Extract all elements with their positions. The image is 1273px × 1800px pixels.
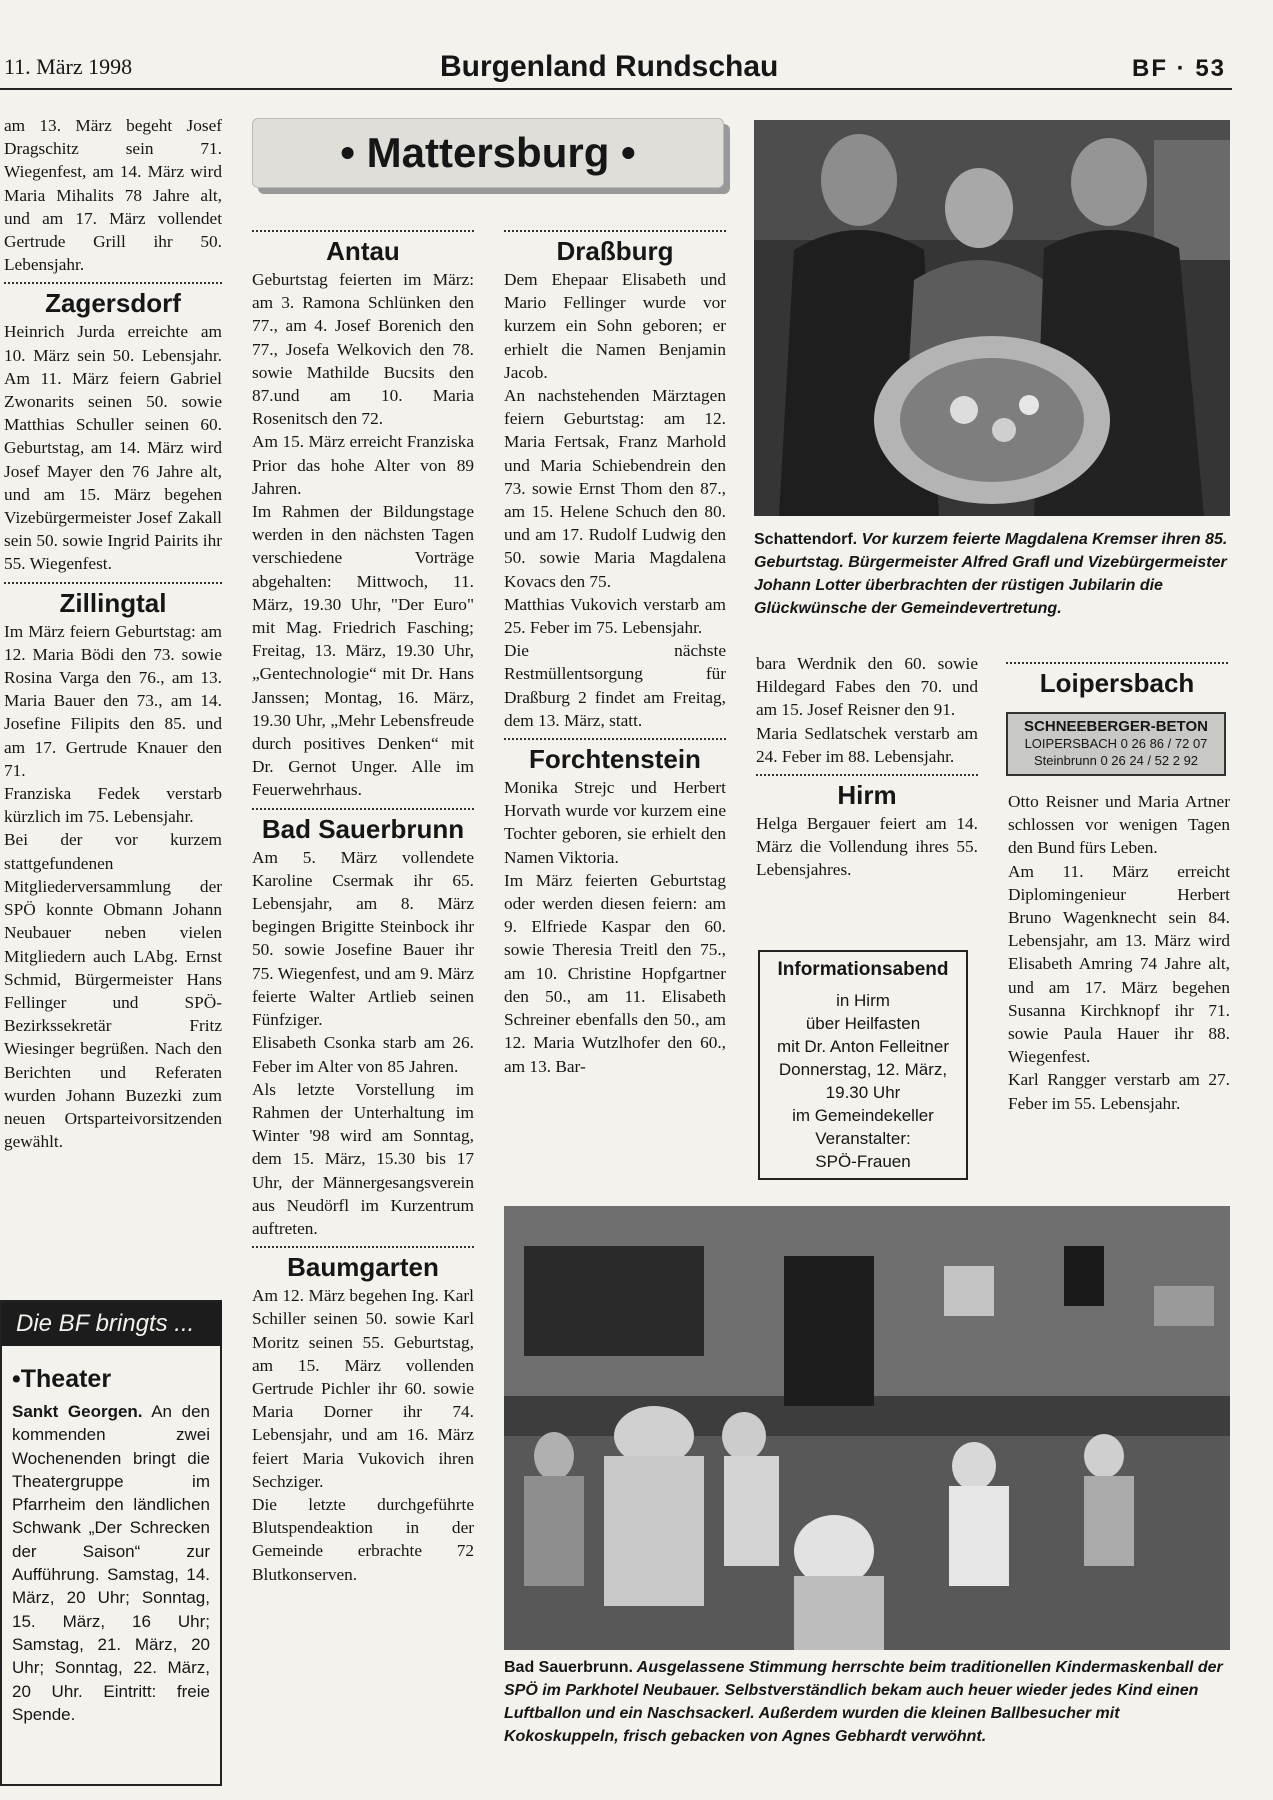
article-bad-sauerbrunn-obituary: Elisabeth Csonka starb am 26. Feber im Alter von 85 Jahren. (252, 1033, 474, 1076)
divider (756, 774, 978, 776)
photo-kindermaskenball (504, 1206, 1230, 1650)
article-forchtenstein: Monika Strejc und Herbert Horvath wurde vor kurzem eine Tochter geboren, sie erhielt den Namen Viktoria. (504, 778, 726, 867)
caption-lead: Schattendorf. (754, 531, 858, 548)
article-loipersbach: Otto Reisner und Maria Artner schlossen vor wenigen Tagen den Bund fürs Leben. (1008, 792, 1230, 858)
heading-theater: •Theater (12, 1365, 112, 1393)
article-zagersdorf: Heinrich Jurda erreichte am 10. März sein 50. Lebensjahr. Am 11. März feiern Gabriel Zwonarits seinen 50. sowie Matthias Schuller seinen 60. Geburtstag, am 14. März wird Josef Mayer den 76 Jahre alt, und am 15. März begehen Vizebürgermeister Josef Zakall sein 50. sowie Ingrid Pairits ihr 55. Wiegenfest. (4, 322, 222, 574)
article-antau: Geburtstag feierten im März: am 3. Ramona Schlünken den 77., am 4. Josef Borenich den 77., Josefa Welkovich den 78. sowie Mathilde Bucsits den 87.und am 10. Maria Rosenitsch den 72. (252, 270, 474, 429)
header-rule (0, 88, 1232, 90)
info-line: 19.30 Uhr (825, 1083, 901, 1102)
article-loipersbach-birthdays: Am 11. März erreicht Diplomingenieur Herbert Bruno Wagenknecht sein 84. Lebensjahr, am 13. März wird Elisabeth Amring 74 Jahre alt, und am 17. März begehen Susanna Kirchknopf ihr 71. sowie Paula Hauer ihr 88. Wiegenfest. (1008, 861, 1230, 1067)
article-drassburg-obituary: Matthias Vukovich verstarb am 25. Feber im 75. Lebensjahr. (504, 594, 726, 638)
article-drassburg-birthdays: An nachstehenden Märztagen feiern Geburtstag: am 12. Maria Fertsak, Franz Marhold und Maria Schiebendrein den 73. sowie Ernst Thom den 87., am 15. Helene Schuch den 80. und am 17. Rudolf Ludwig den 50. sowie Maria Magdalena Kovacs den 75. (504, 386, 726, 591)
article-antau-bildungstage: Im Rahmen der Bildungstage werden in den nächsten Tagen verschiedene Vorträge abgehalten: Mittwoch, 11. März, 19.30 Uhr, "Der Euro" mit Mag. Friedrich Fasching; Freitag, 13. März, 19.30 Uhr, „Gentechnologie“ mit Dr. Hans Janssen; Montag, 16. März, 19.30 Uhr, „Mehr Lebensfreude durch positives Denken“ mit Dr. Gernot Unger. Alle im Feuerwehrhaus. (252, 502, 474, 800)
article-forchtenstein-cont: bara Werdnik den 60. sowie Hildegard Fabes den 70. und am 15. Josef Reisner den 91. (756, 654, 978, 720)
article-loipersbach-obituary: Karl Rangger verstarb am 27. Feber im 55. Lebensjahr. (1008, 1070, 1230, 1113)
heading-bad-sauerbrunn: Bad Sauerbrunn (261, 813, 465, 844)
divider (4, 282, 222, 284)
info-line: Donnerstag, 12. März, (778, 1060, 948, 1079)
info-box-title: Informationsabend (777, 959, 949, 980)
theater-lead: Sankt Georgen. (12, 1402, 143, 1421)
info-line: mit Dr. Anton Felleitner (777, 1037, 949, 1056)
column-3 (504, 224, 726, 1078)
column-2 (252, 224, 474, 1586)
article-forchtenstein-birthdays: Im März feierten Geburtstag oder werden diesen feiern: am 9. Elfriede Kaspar den 60. sowie Theresia Treitl den 75., am 10. Christine Hopfgartner den 50., am 11. Elisabeth Schreiner ebenfalls den 50., am 12. Maria Wutzlhofer den 60., am 13. Bar- (504, 870, 726, 1076)
photo-kindermaskenball-image (504, 1206, 1230, 1650)
info-line: in Hirm (836, 991, 890, 1010)
article-antau-prior: Am 15. März erreicht Franziska Prior das hohe Alter von 89 Jahren. (252, 432, 474, 498)
article-zillingtal-obituary: Franziska Fedek verstarb kürzlich im 75. Lebensjahr. (4, 784, 222, 827)
article-baumgarten-blood: Die letzte durchgeführte Blutspendeaktion in der Gemeinde erbrachte 72 Blutkonserven. (252, 1494, 474, 1584)
heading-forchtenstein: Forchtenstein (529, 744, 701, 775)
caption-text: Vor kurzem feierte Magdalena Kremser ihren 85. Geburtstag. Bürgermeister Alfred Grafl und Vizebürgermeister Johann Lotter überbrachten der rüstigen Jubilarin die Glückwünsche der Gemeindevertretung. (754, 531, 1228, 617)
heading-hirm: Hirm (837, 780, 897, 811)
heading-zagersdorf: Zagersdorf (45, 288, 181, 319)
photo-kindermaskenball-caption (504, 1656, 1230, 1748)
column-1 (4, 114, 222, 1153)
bf-bringts-box (0, 1300, 222, 1786)
divider (504, 738, 726, 740)
heading-antau: Antau (326, 236, 400, 266)
article-forchtenstein-obituary: Maria Sedlatschek verstarb am 24. Feber im 88. Lebensjahr. (756, 723, 978, 766)
column-4 (756, 652, 978, 882)
divider (252, 1246, 474, 1248)
column-5 (1006, 656, 1228, 700)
article-zillingtal: Im März feiern Geburtstag: am 12. Maria Bödi den 73. sowie Rosina Varga den 76., am 13. Maria Bauer den 73., am 14. Josefine Filipits den 85. und am 17. Gertrude Knauer den 71. (4, 621, 222, 780)
ad-name: SCHNEEBERGER-BETON (1024, 718, 1208, 735)
info-line: SPÖ-Frauen (815, 1152, 911, 1171)
ad-line: Steinbrunn 0 26 24 / 52 2 92 (1033, 753, 1199, 768)
heading-drassburg: Draßburg (556, 236, 674, 266)
photo-schattendorf-caption (754, 528, 1230, 620)
page-number: BF · 53 (1132, 55, 1227, 82)
issue-date: 11. März 1998 (4, 54, 133, 79)
photo-schattendorf-image (754, 120, 1230, 516)
article-drassburg-waste: Die nächste Restmüllentsorgung für Draßburg 2 findet am Freitag, dem 13. März, statt. (504, 641, 726, 730)
intro-article: am 13. März begeht Josef Dragschitz sein 71. Wiegenfest, am 14. März wird Maria Mihalits 78 Jahre alt, und am 17. März vollendet Gertrude Grill ihr 50. Lebensjahr. (4, 116, 222, 275)
article-zillingtal-spoe: Bei der vor kurzem stattgefundenen Mitgliederversammlung der SPÖ konnte Obmann Johann Neubauer neben vielen Mitgliedern auch LAbg. Ernst Schmid, Bürgermeister Hans Fellinger und SPÖ-Bezirkssekretär Fritz Wiesinger begrüßen. Nach den Berichten und Referaten wurden Johann Buzezki zum neuen Ortsparteivorsitzenden gewählt. (4, 830, 222, 1152)
article-baumgarten: Am 12. März begehen Ing. Karl Schiller seinen 50. sowie Karl Moritz seinen 55. Geburtstag, am 15. März vollenden Gertrude Pichler ihr 60. sowie Maria Dorner ihr 74. Lebensjahr, und am 16. März feiert Maria Vukovich ihren Sechziger. (252, 1286, 474, 1491)
heading-zillingtal: Zillingtal (59, 587, 167, 618)
theater-text: An den kommenden zwei Wochenenden bringt die Theatergruppe im Pfarrheim den ländlichen Schwank „Der Schrecken der Saison“ zur Aufführung. Samstag, 14. März, 20 Uhr; Sonntag, 15. März, 16 Uhr; Samstag, 21. März, 20 Uhr; Sonntag, 22. März, 20 Uhr. Eintritt: freie Spende. (12, 1402, 210, 1724)
info-line: Veranstalter: (815, 1129, 911, 1148)
section-banner-mattersburg: • Mattersburg • (252, 118, 724, 188)
divider (1006, 662, 1228, 664)
article-bad-sauerbrunn: Am 5. März vollendete Karoline Csermak ihr 65. Lebensjahr, am 8. März begingen Brigitte Steinbock ihr 50. sowie Josefine Bauer ihr 75. Wiegenfest, und am 9. März feierte Walter Artlieb seinen Fünfziger. (252, 847, 474, 1030)
column-5-text (1008, 790, 1230, 1115)
heading-baumgarten: Baumgarten (287, 1252, 439, 1283)
divider (4, 582, 222, 584)
ad-line: LOIPERSBACH 0 26 86 / 72 07 (1024, 736, 1208, 751)
caption-text: Ausgelassene Stimmung herrschte beim traditionellen Kindermaskenball der SPÖ im Parkhotel Neubauer. Selbstverständlich bekam auch heuer wieder jedes Kind einen Luftballon und ein Naschsackerl. Außerdem wurden die kleinen Ballbesucher mit Kokoskuppeln, frisch gebacken von Agnes Gebhardt verwöhnt. (504, 1659, 1223, 1745)
divider (252, 808, 474, 810)
heading-loipersbach: Loipersbach (1039, 668, 1195, 698)
article-bad-sauerbrunn-concert: Als letzte Vorstellung im Rahmen der Unterhaltung im Winter '98 wird am Sonntag, dem 15. März, 15.30 bis 17 Uhr, der Männergesangsverein aus Neudörfl im Kurzentrum auftreten. (252, 1079, 474, 1238)
article-drassburg: Dem Ehepaar Elisabeth und Mario Fellinger wurde vor kurzem ein Sohn geboren; er erhielt die Namen Benjamin Jacob. (504, 270, 726, 382)
divider (252, 230, 474, 232)
bf-bringts-content (12, 1362, 210, 1726)
photo-schattendorf (754, 120, 1230, 516)
article-hirm: Helga Bergauer feiert am 14. März die Vollendung ihres 55. Lebensjahres. (756, 814, 978, 880)
info-line: im Gemeindekeller (792, 1106, 934, 1125)
info-box-heilfasten (758, 950, 968, 1180)
bf-bringts-title: Die BF bringts ... (2, 1302, 222, 1346)
divider (504, 230, 726, 232)
ad-schneeberger-beton (1006, 712, 1226, 776)
newspaper-title: Burgenland Rundschau (440, 50, 779, 83)
info-line: über Heilfasten (805, 1014, 921, 1033)
caption-lead: Bad Sauerbrunn. (504, 1659, 633, 1676)
